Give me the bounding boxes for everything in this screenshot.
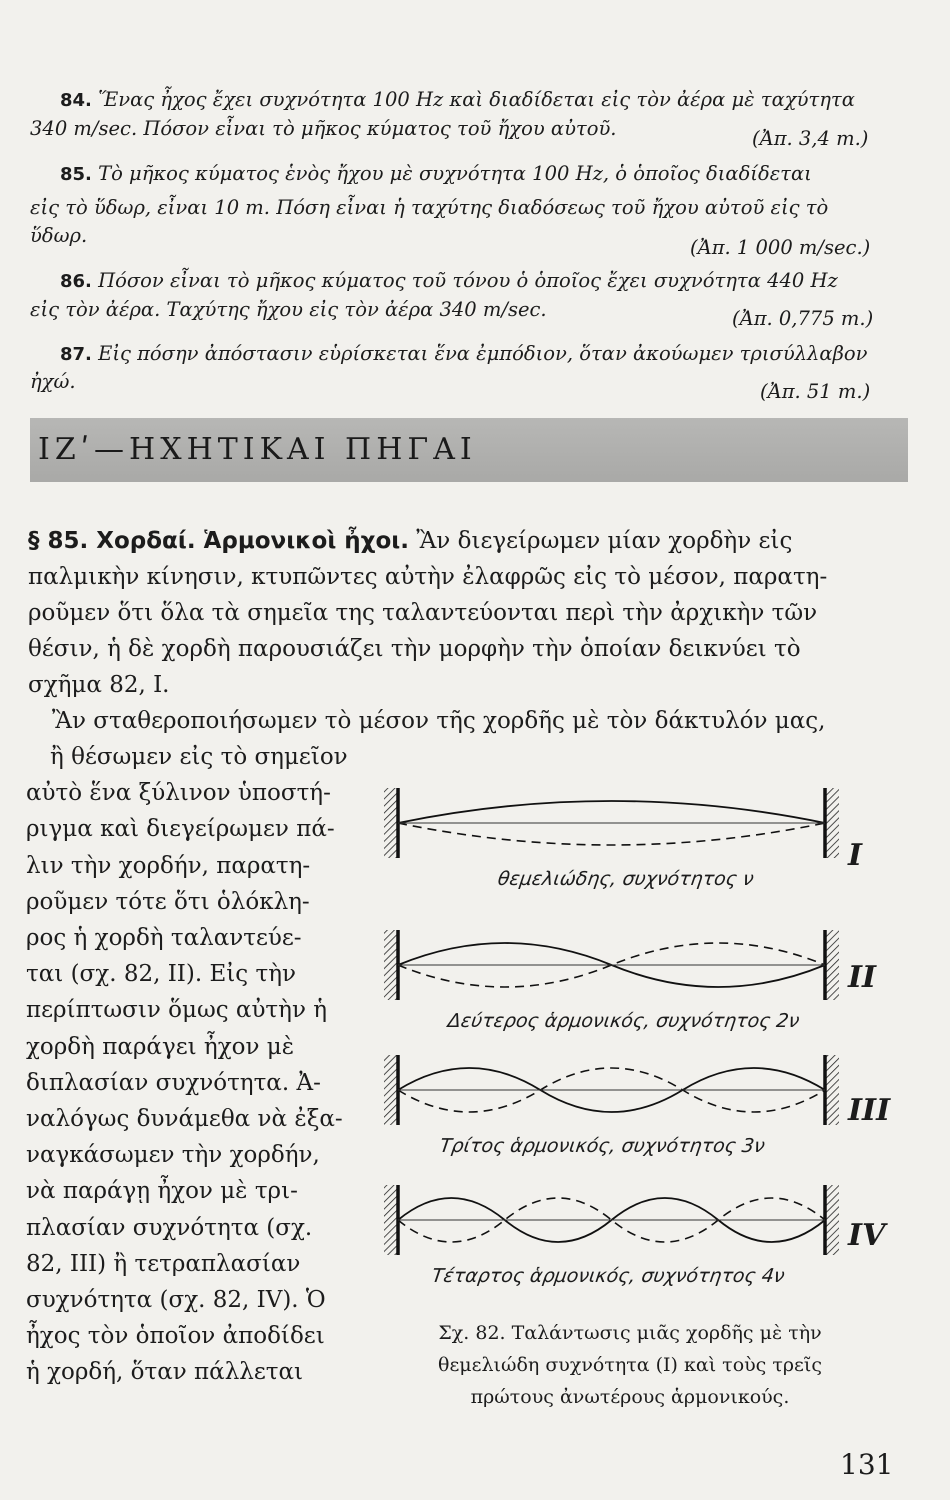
- body-line: ροῦμεν ὅτι ὅλα τὰ σημεῖα της ταλαντεύονται περὶ τὴν ἀρχικὴν τῶν: [28, 600, 818, 626]
- figure-caption-line: Σχ. 82. Ταλάντωσις μιᾶς χορδῆς μὲ τὴν: [438, 1322, 822, 1344]
- body-line-rest: Ἂν διεγείρωμεν μίαν χορδὴν εἰς: [416, 528, 793, 554]
- body-line: συχνότητα (σχ. 82, IV). Ὁ: [26, 1287, 326, 1313]
- mode-label: Τέταρτος ἁρμονικός, συχνότητος 4ν: [430, 1265, 787, 1287]
- problem-answer: (Ἀπ. 3,4 m.): [752, 127, 869, 150]
- body-line: ἡ χορδή, ὅταν πάλλεται: [26, 1359, 304, 1386]
- problem-number: 87.: [60, 344, 92, 365]
- problem-answer: (Ἀπ. 51 m.): [760, 380, 871, 403]
- body-line: σχῆμα 82, I.: [28, 672, 170, 698]
- string-dashed-I: [398, 823, 825, 845]
- body-line: Ἂν σταθεροποιήσωμεν τὸ μέσον τῆς χορδῆς μὲ τὸν δάκτυλόν μας,: [52, 708, 826, 734]
- problem-text: Πόσον εἶναι τὸ μῆκος κύματος τοῦ τόνου ὁ ὁποῖος ἔχει συχνότητα 440 Hz: [98, 269, 838, 292]
- body-line: παλμικὴν κίνησιν, κτυπῶντες αὐτὴν ἐλαφρῶς εἰς τὸ μέσον, παρατη-: [28, 564, 828, 590]
- figure-caption-line: πρώτους ἀνωτέρους ἁρμονικούς.: [470, 1386, 790, 1408]
- problem-text: Ἕνας ἦχος ἔχει συχνότητα 100 Hz καὶ διαδίδεται εἰς τὸν ἀέρα μὲ ταχύτητα: [98, 88, 855, 111]
- mode-label: θεμελιώδης, συχνότητος ν: [496, 868, 756, 890]
- body-line: ἦχος τὸν ὁποῖον ἀποδίδει: [26, 1323, 325, 1350]
- body-line: ἢ θέσωμεν εἰς τὸ σημεῖον: [50, 744, 348, 770]
- mode-I: [384, 788, 839, 858]
- mode-label: Τρίτος ἁρμονικός, συχνότητος 3ν: [438, 1135, 767, 1157]
- left-wall-II: [384, 930, 398, 1000]
- section-title: § 85. Χορδαί. Ἁρμονικοὶ ἦχοι.: [28, 528, 410, 554]
- mode-roman-numeral: II: [848, 960, 877, 995]
- body-line: ναγκάσωμεν τὴν χορδήν,: [26, 1142, 320, 1169]
- mode-III: [384, 1055, 839, 1125]
- right-wall-IV: [825, 1185, 839, 1255]
- string-figure: [370, 770, 870, 1320]
- mode-label: Δεύτερος ἁρμονικός, συχνότητος 2ν: [446, 1010, 801, 1032]
- left-wall-IV: [384, 1185, 398, 1255]
- body-line: ται (σχ. 82, II). Εἰς τὴν: [26, 961, 296, 988]
- mode-roman-numeral: I: [848, 838, 863, 873]
- body-line: αὐτὸ ἕνα ξύλινον ὑποστή-: [26, 780, 331, 807]
- problem-text: Τὸ μῆκος κύματος ἑνὸς ἤχου μὲ συχνότητα 100 Hz, ὁ ὁποῖος διαδίδεται: [98, 162, 812, 185]
- problem-number: 86.: [60, 271, 92, 292]
- body-line: χορδὴ παράγει ἦχον μὲ: [26, 1033, 295, 1060]
- right-wall-II: [825, 930, 839, 1000]
- body-line: ναλόγως δυνάμεθα νὰ ἐξα-: [26, 1106, 343, 1132]
- left-wall-I: [384, 788, 398, 858]
- problem-text: εἰς τὸ ὕδωρ, εἶναι 10 m. Πόση εἶναι ἡ ταχύτης διαδόσεως τοῦ ἤχου αὐτοῦ εἰς τὸ: [30, 196, 829, 219]
- left-wall-III: [384, 1055, 398, 1125]
- problem-text: εἰς τὸν ἀέρα. Ταχύτης ἤχου εἰς τὸν ἀέρα 340 m/sec.: [30, 298, 547, 321]
- chapter-heading: ΙΖʹ—ΗΧΗΤΙΚΑΙ ΠΗΓΑΙ: [38, 432, 477, 467]
- problem-number: 84.: [60, 90, 92, 111]
- mode-II: [384, 930, 839, 1000]
- body-line: λιν τὴν χορδήν, παρατη-: [26, 852, 311, 879]
- mode-roman-numeral: IV: [848, 1218, 886, 1253]
- page-number: 131: [840, 1448, 894, 1481]
- problem-number: 85.: [60, 164, 92, 185]
- problem-text: ἠχώ.: [30, 370, 76, 393]
- figure-caption-line: θεμελιώδη συχνότητα (I) καὶ τοὺς τρεῖς: [438, 1354, 822, 1376]
- problem-answer: (Ἀπ. 1 000 m/sec.): [690, 236, 871, 259]
- body-line: περίπτωσιν ὅμως αὐτὴν ἡ: [26, 997, 328, 1024]
- body-line: διπλασίαν συχνότητα. Ἀ-: [26, 1069, 321, 1096]
- right-wall-I: [825, 788, 839, 858]
- body-line: ριγμα καὶ διεγείρωμεν πά-: [26, 816, 335, 843]
- problem-text: Εἰς πόσην ἀπόστασιν εὑρίσκεται ἕνα ἐμπόδιον, ὅταν ἀκούωμεν τρισύλλαβον: [98, 342, 868, 365]
- body-line: [28, 526, 792, 556]
- mode-IV: [384, 1185, 839, 1255]
- problem-answer: (Ἀπ. 0,775 m.): [732, 307, 874, 330]
- problem-text: ὕδωρ.: [30, 224, 88, 247]
- body-line: 82, III) ἢ τετραπλασίαν: [26, 1250, 301, 1277]
- body-line: ρος ἡ χορδὴ ταλαντεύε-: [26, 925, 302, 951]
- string-solid-I: [398, 801, 825, 823]
- mode-roman-numeral: III: [848, 1093, 891, 1128]
- problem-text: 340 m/sec. Πόσον εἶναι τὸ μῆκος κύματος τοῦ ἤχου αὐτοῦ.: [30, 117, 617, 140]
- right-wall-III: [825, 1055, 839, 1125]
- body-line: νὰ παράγῃ ἦχον μὲ τρι-: [26, 1178, 298, 1205]
- body-line: ροῦμεν τότε ὅτι ὁλόκλη-: [26, 888, 310, 915]
- body-line: πλασίαν συχνότητα (σχ.: [26, 1214, 313, 1241]
- body-line: θέσιν, ἡ δὲ χορδὴ παρουσιάζει τὴν μορφὴν τὴν ὁποίαν δεικνύει τὸ: [28, 636, 801, 662]
